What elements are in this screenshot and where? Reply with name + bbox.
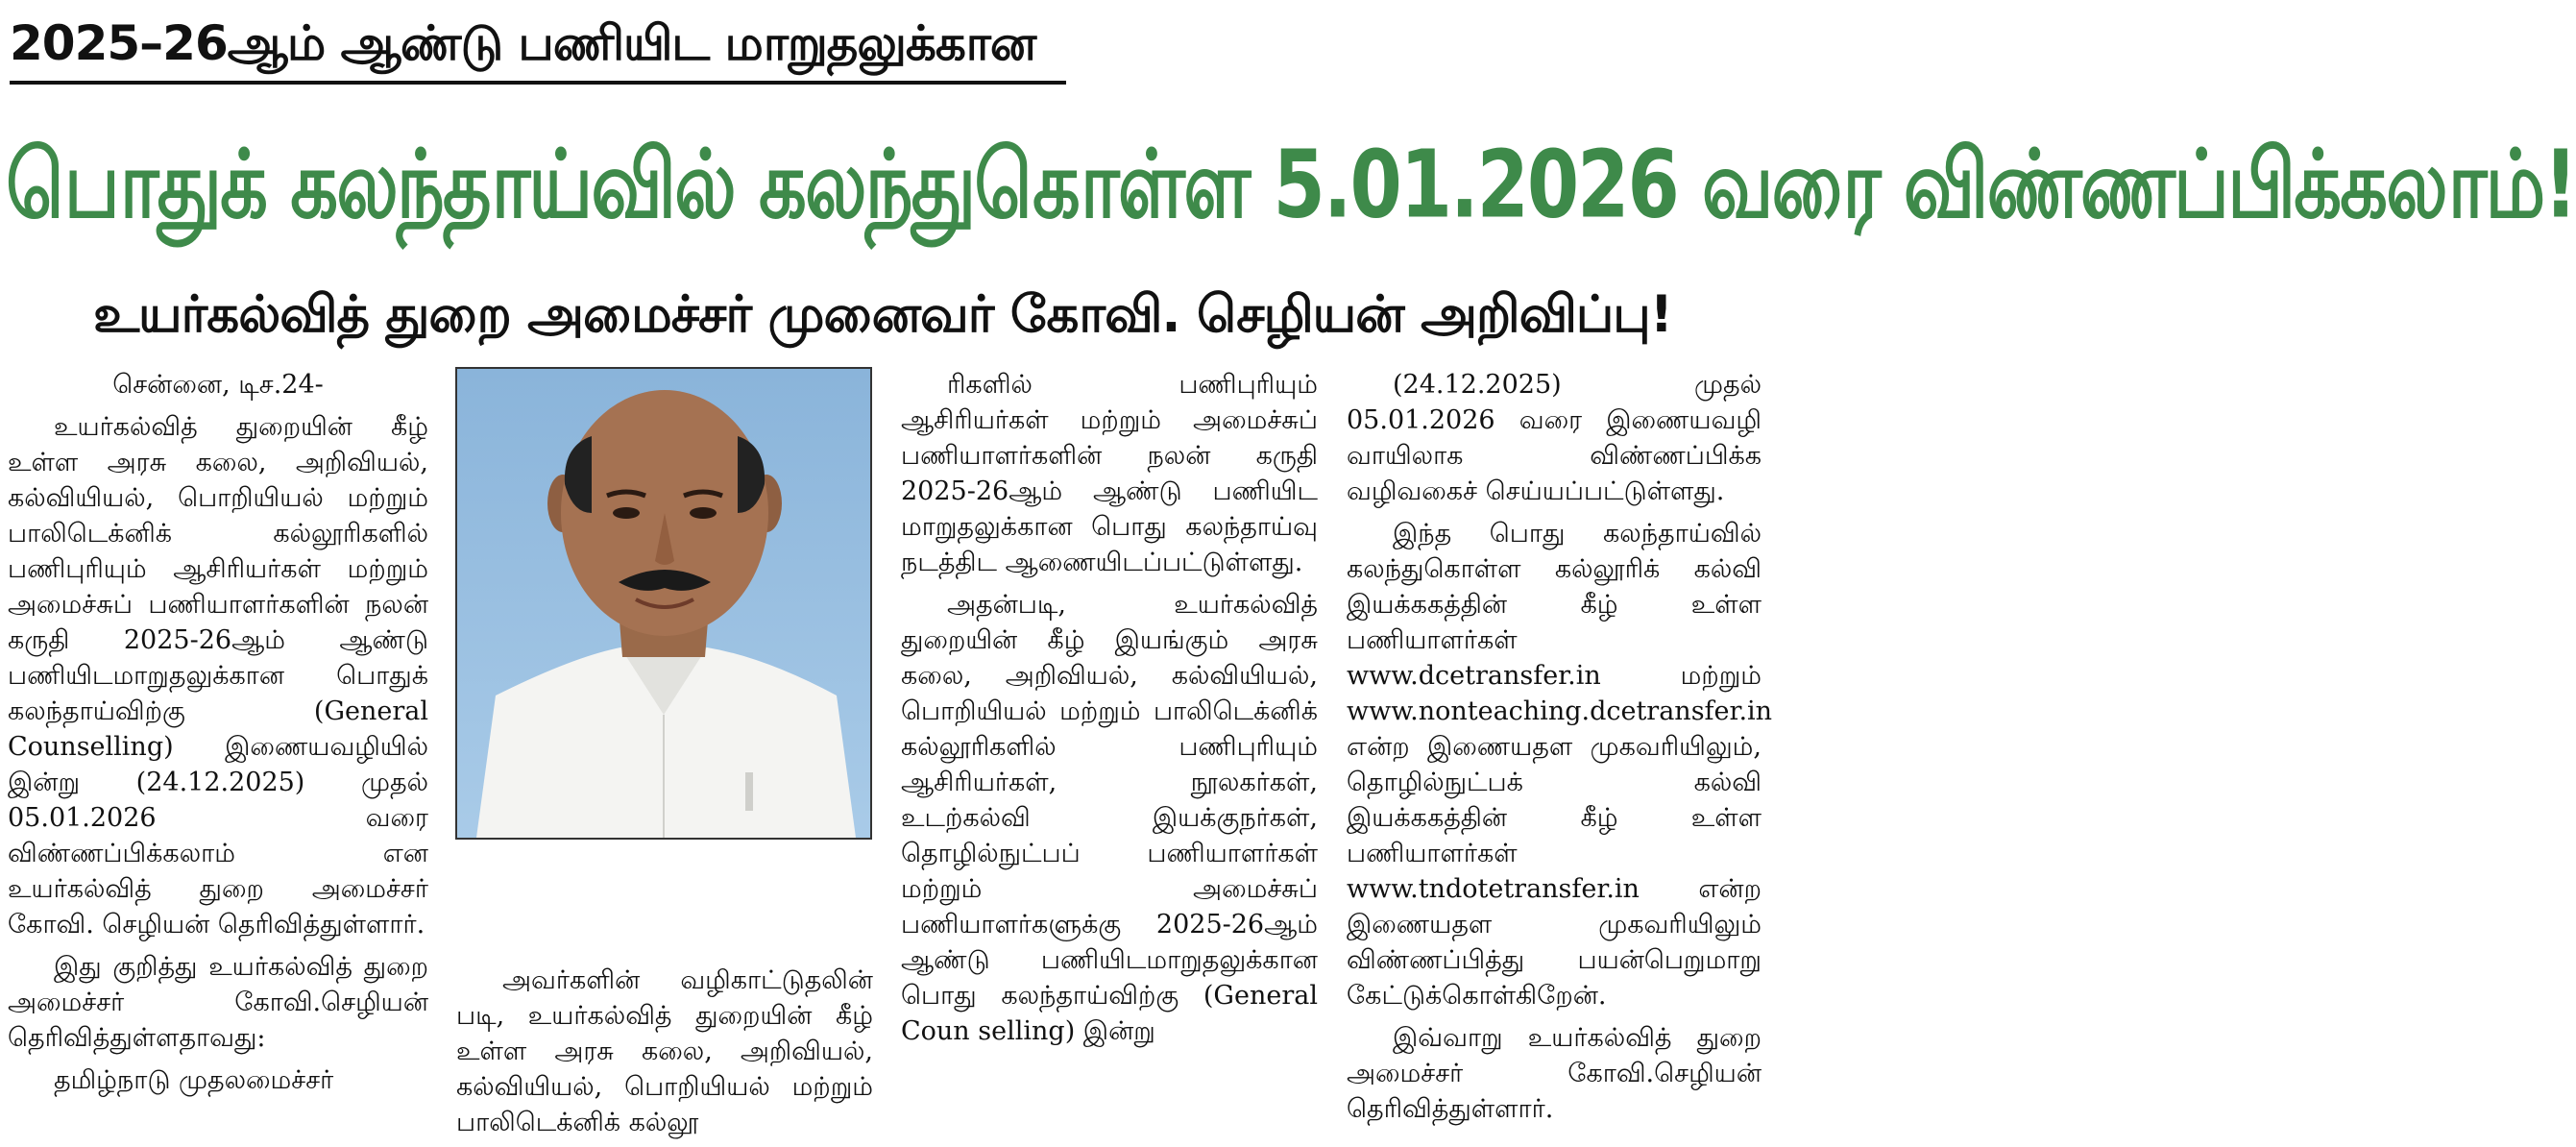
paragraph: தமிழ்நாடு முதலமைச்சர் <box>54 1065 334 1095</box>
paragraph: இவ்வாறு உயர்கல்வித் துறை அமைச்சர் கோவி.செழியன் தெரிவித்துள்ளார். <box>1347 1023 1762 1124</box>
paragraph: உயர்கல்வித் துறையின் கீழ் உள்ள அரசு கலை, அறிவியல், கல்வியியல், பொறியியல் மற்றும் பாலிடெக்னிக் கல்லூரிகளில் பணிபுரியும் ஆசிரியர்கள் மற்றும் அமைச்சுப் பணியாளர்களின் நலன் கருதி 2025-26ஆம் ஆண்டு பணியிடமாறுதலுக்கான பொதுக் கலந்தாய்விற்கு (General Counselling) இணையவழியில் இன்று (24.12.2025) முதல் 05.01.2026 வரை விண்ணப்பிக்கலாம் என உயர்கல்வித் துறை அமைச்சர் கோவி. செழியன் தெரிவித்துள்ளார். <box>8 412 428 940</box>
minister-photo <box>455 367 872 840</box>
article-column-2 <box>456 963 873 1147</box>
paragraph: அதன்படி, உயர்கல்வித் துறையின் கீழ் இயங்கும் அரசு கலை, அறிவியல், கல்வியியல், பொறியியல் மற்றும் பாலிடெக்னிக் கல்லூரிகளில் பணிபுரியும் ஆசிரியர்கள், நூலகர்கள், உடற்கல்வி இயக்குநர்கள், தொழில்நுட்பப் பணியாளர்கள் மற்றும் அமைச்சுப் பணியாளர்களுக்கு 2025-26ஆம் ஆண்டு பணியிடமாறுதலுக்கான பொது கலந்தாய்விற்கு (General Coun selling) இன்று <box>901 590 1318 1046</box>
article-column-1 <box>8 367 428 1105</box>
paragraph: இந்த பொது கலந்தாய்வில் கலந்துகொள்ள கல்லூரிக் கல்வி இயக்ககத்தின் கீழ் உள்ள பணியாளர்கள் www.dcetransfer.in மற்றும் www.nonteaching.dcetransfer.in என்ற இணையதள முகவரியிலும், தொழில்நுட்பக் கல்வி இயக்ககத்தின் கீழ் உள்ள பணியாளர்கள் www.tndotetransfer.in என்ற இணையதள முகவரியிலும் விண்ணப்பித்து பயன்பெறுமாறு கேட்டுக்கொள்கிறேன். <box>1347 519 1773 1011</box>
kicker-underline <box>10 81 1066 85</box>
paragraph: அவர்களின் வழிகாட்டுதலின் படி, உயர்கல்வித் துறையின் கீழ் உள்ள அரசு கலை, அறிவியல், கல்வியியல், பொறியியல் மற்றும் பாலிடெக்னிக் கல்லூ <box>456 965 873 1137</box>
paragraph: இது குறித்து உயர்கல்வித் துறை அமைச்சர் கோவி.செழியன் தெரிவித்துள்ளதாவது: <box>8 952 428 1053</box>
sub-headline: உயர்கல்வித் துறை அமைச்சர் முனைவர் கோவி. செழியன் அறிவிப்பு! <box>93 285 1672 344</box>
kicker-headline: 2025–26ஆம் ஆண்டு பணியிட மாறுதலுக்கான <box>10 15 1036 71</box>
dateline: சென்னை, டிச.24- <box>112 370 324 400</box>
paragraph: (24.12.2025) முதல் 05.01.2026 வரை இணையவழி வாயிலாக விண்ணப்பிக்க வழிவகைச் செய்யப்பட்டுள்ளது. <box>1347 370 1762 506</box>
article-column-4 <box>1347 367 1773 1134</box>
main-headline: பொதுக் கலந்தாய்வில் கலந்துகொள்ள 5.01.2026 வரை விண்ணப்பிக்கலாம்! <box>6 131 2576 240</box>
article-column-3 <box>901 367 1318 1056</box>
minister-portrait-icon <box>457 369 870 838</box>
paragraph: ரிகளில் பணிபுரியும் ஆசிரியர்கள் மற்றும் அமைச்சுப் பணியாளர்களின் நலன் கருதி 2025-26ஆம் ஆண்டு பணியிட மாறுதலுக்கான பொது கலந்தாய்வு நடத்திட ஆணையிடப்பட்டுள்ளது. <box>901 370 1318 577</box>
